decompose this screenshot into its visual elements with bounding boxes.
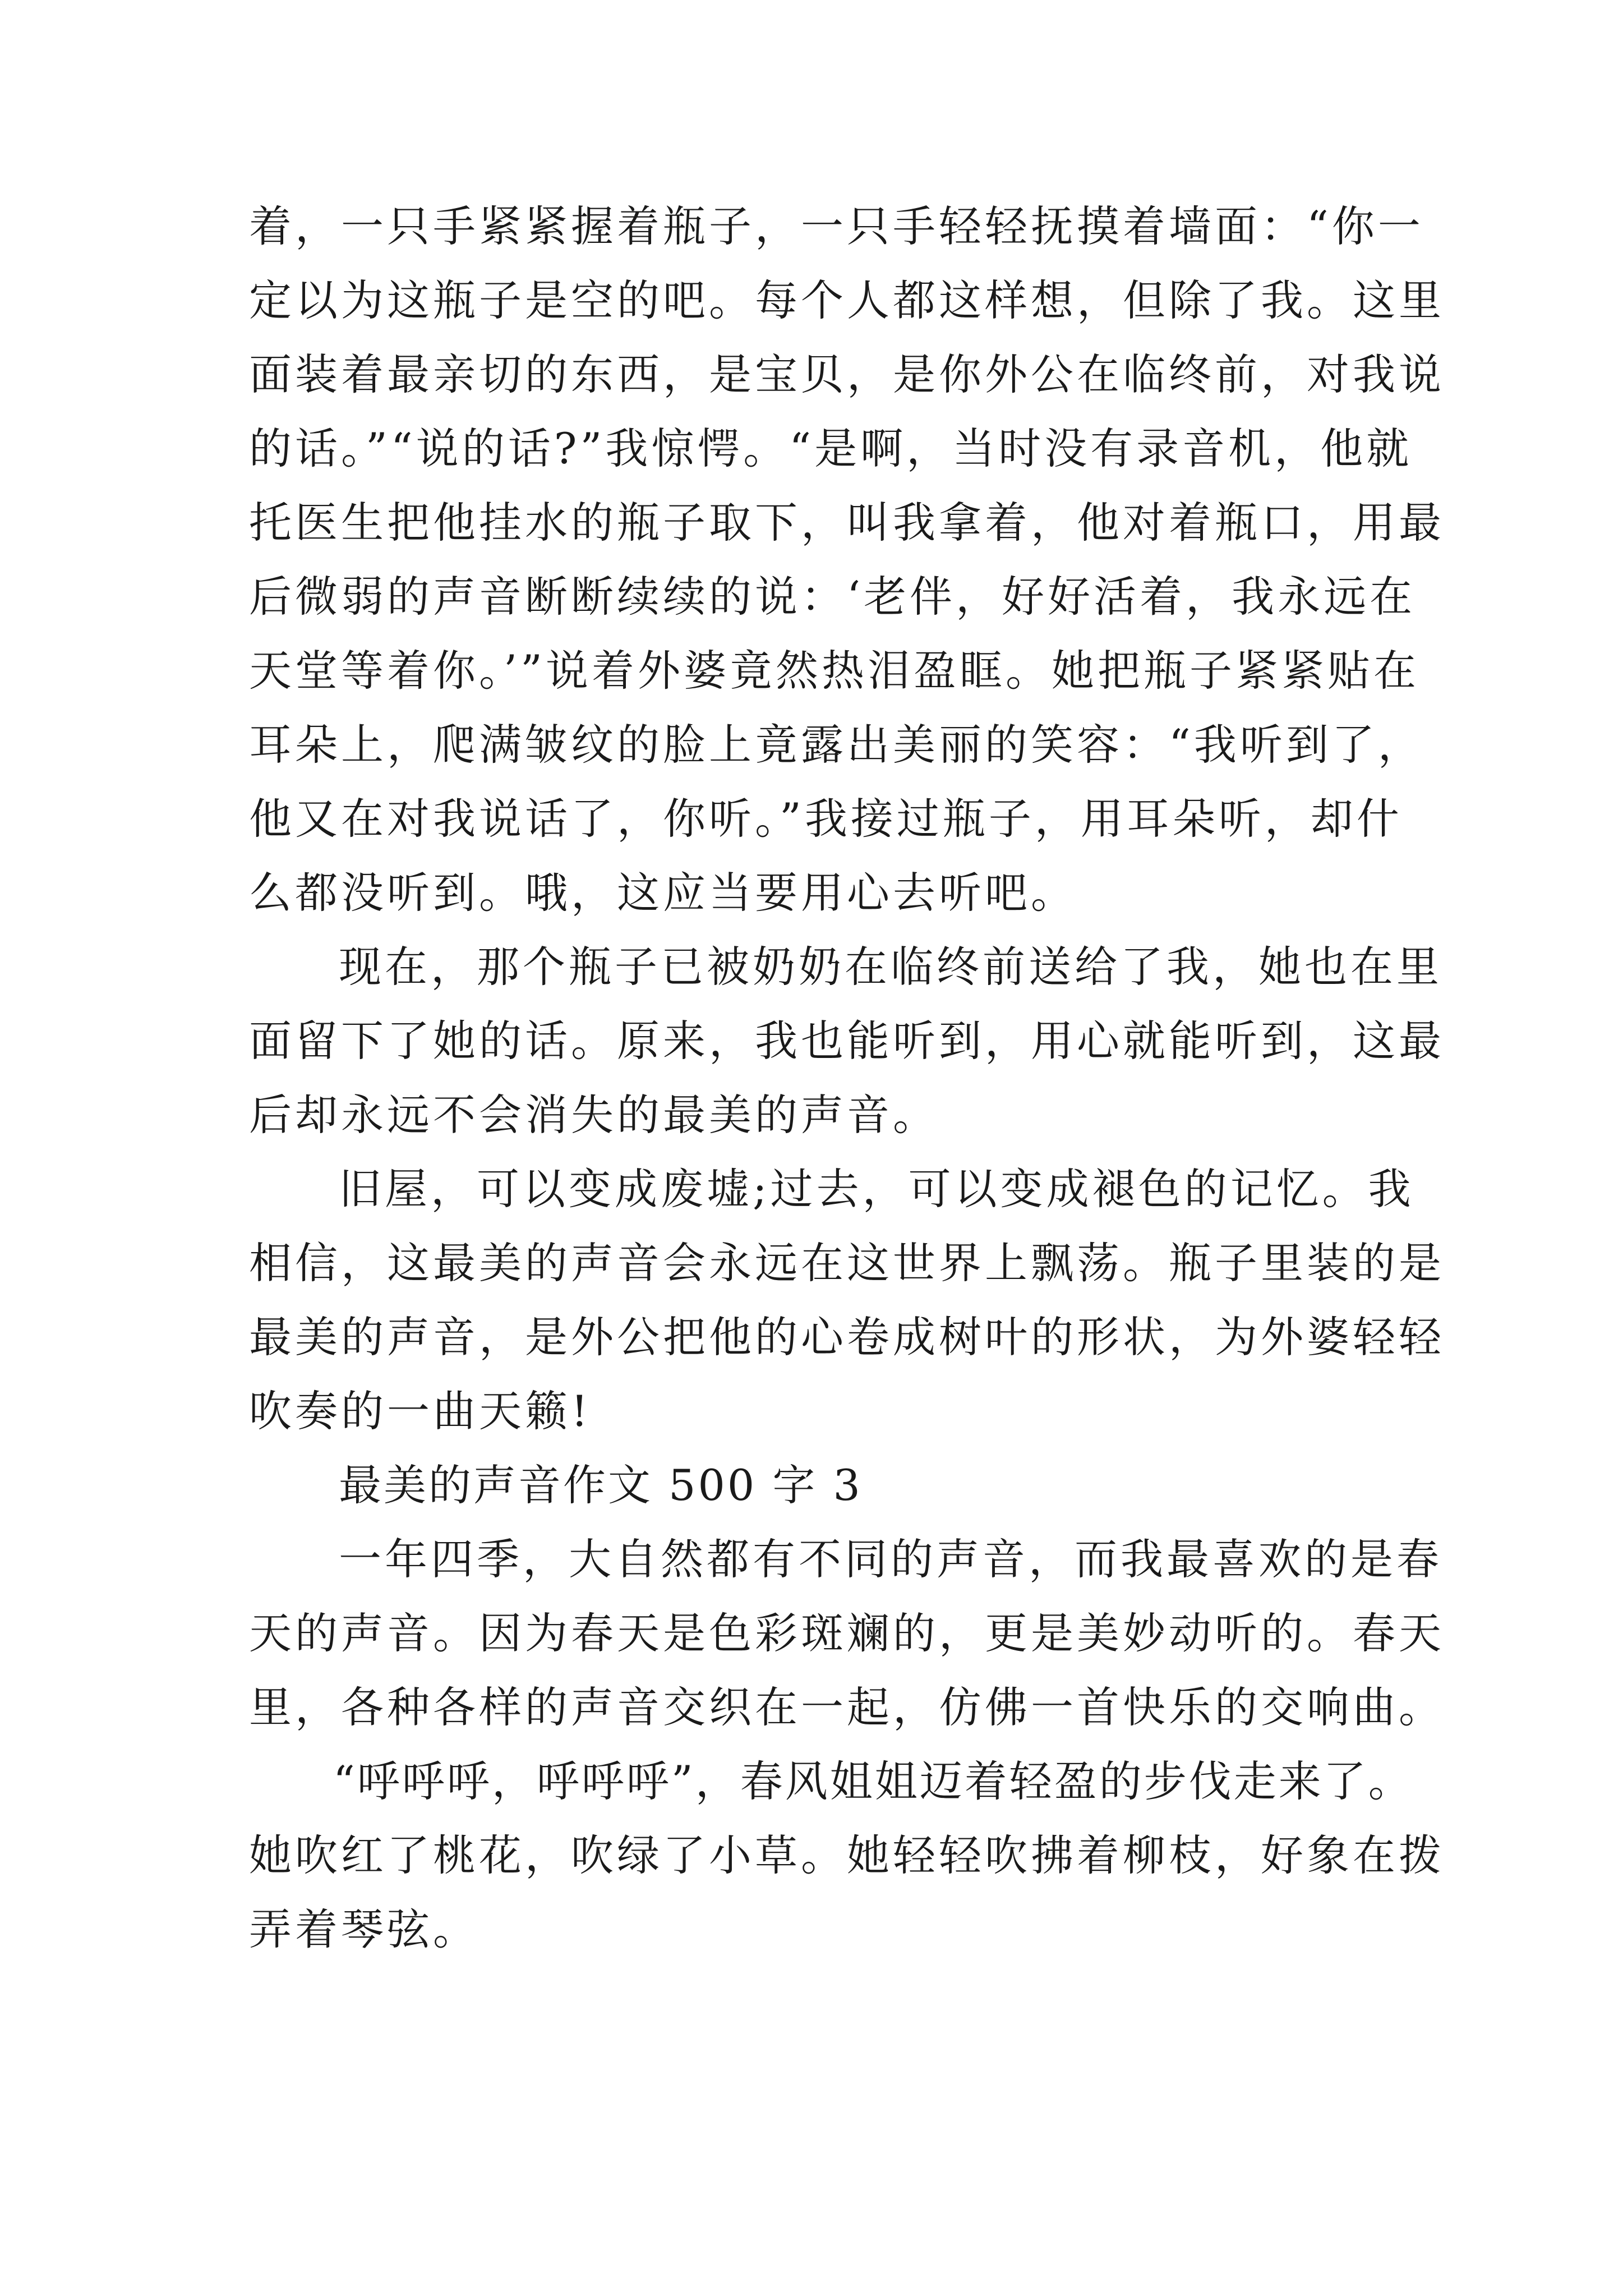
text-line: 他又在对我说话了，你听。”我接过瓶子，用耳朵听，却什 <box>249 794 1403 844</box>
article-body <box>249 190 1445 1967</box>
text-line: 托医生把他挂水的瓶子取下，叫我拿着，他对着瓶口，用最 <box>249 498 1445 547</box>
text-line: 最美的声音，是外公把他的心卷成树叶的形状，为外婆轻轻 <box>249 1312 1445 1362</box>
text-line: 天堂等着你。’”说着外婆竟然热泪盈眶。她把瓶子紧紧贴在 <box>249 646 1420 696</box>
text-line: 后微弱的声音断断续续的说：‘老伴，好好活着，我永远在 <box>249 572 1416 622</box>
paragraph-start-line: 旧屋，可以变成废墟;过去，可以变成褪色的记忆。我 <box>339 1164 1414 1214</box>
text-line: 耳朵上，爬满皱纹的脸上竟露出美丽的笑容：“我听到了， <box>249 720 1424 770</box>
text-line: 么都没听到。哦，这应当要用心去听吧。 <box>249 868 1077 918</box>
text-line: 相信，这最美的声音会永远在这世界上飘荡。瓶子里装的是 <box>249 1238 1445 1288</box>
text-line: 面留下了她的话。原来，我也能听到，用心就能听到，这最 <box>249 1016 1445 1066</box>
text-line: 面装着最亲切的东西，是宝贝，是你外公在临终前，对我说 <box>249 349 1445 399</box>
text-line: 的话。”“说的话?”我惊愕。“是啊，当时没有录音机，他就 <box>249 424 1413 473</box>
text-line: 后却永远不会消失的最美的声音。 <box>249 1090 939 1140</box>
text-line: 定以为这瓶子是空的吧。每个人都这样想，但除了我。这里 <box>249 275 1445 325</box>
text-line: 弄着琴弦。 <box>249 1904 479 1954</box>
paragraph-start-line: 现在，那个瓶子已被奶奶在临终前送给了我，她也在里 <box>339 942 1442 992</box>
paragraph-start-line: “呼呼呼，呼呼呼”，春风姐姐迈着轻盈的步伐走来了。 <box>333 1756 1413 1806</box>
text-line: 里，各种各样的声音交织在一起，仿佛一首快乐的交响曲。 <box>249 1682 1445 1732</box>
text-line: 吹奏的一曲天籁! <box>249 1386 592 1436</box>
text-line: 天的声音。因为春天是色彩斑斓的，更是美妙动听的。春天 <box>249 1608 1445 1658</box>
paragraph-start-line: 一年四季，大自然都有不同的声音，而我最喜欢的是春 <box>339 1534 1442 1584</box>
text-line: 着，一只手紧紧握着瓶子，一只手轻轻抚摸着墙面：“你一 <box>249 201 1424 251</box>
text-line: 她吹红了桃花，吹绿了小草。她轻轻吹拂着柳枝，好象在拨 <box>249 1830 1445 1880</box>
section-heading: 最美的声音作文 500 字 3 <box>339 1460 863 1510</box>
